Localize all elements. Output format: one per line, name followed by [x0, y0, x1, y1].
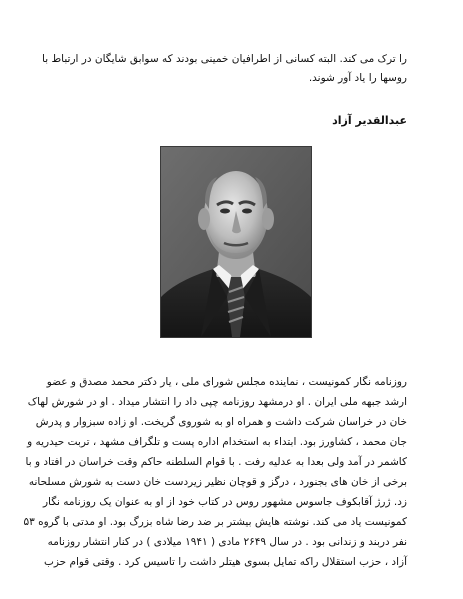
body-line: کمونیست یاد می کند. نوشته هایش بیشتر بر ضد رضا شاه بزرگ بود. او مدتی با گروه ۵۳ — [23, 516, 407, 528]
body-line: زد. ژرژ آقابکوف جاسوس مشهور روس در کتاب خود از او به عنوان یک روزنامه نگار — [42, 496, 407, 508]
intro-line: روسها را یاد آور شوند. — [308, 72, 407, 84]
body-line: نفر دربند و زندانی بود . در سال ۲۶۴۹ مادی ( ۱۹۴۱ میلادی ) در کنار انتشار روزنامه — [47, 536, 407, 548]
body-line: روزنامه نگار کمونیست ، نماینده مجلس شورای ملی ، یار دکتر محمد مصدق و عضو — [46, 376, 407, 388]
body-line: برخی از خان های بجنورد ، درگز و قوچان نظیر زیردست خان دست به شورش مسلحانه — [28, 476, 407, 488]
biography-paragraph — [23, 372, 407, 572]
body-line: آزاد ، حزب استقلال راکه تمایل بسوی هیتلر داشت را تاسیس کرد . وقتی قوام حزب — [43, 556, 407, 568]
body-line: جان محمد ، کشاورز بود. ابتداء به استخدام اداره پست و تلگراف مشهد ، تربت حیدریه و — [27, 436, 407, 448]
body-line: ارشد جبهه ملی ایران . او درمشهد روزنامه چپی داد را انتشار میداد . او در شورش لهاک — [27, 396, 407, 408]
intro-paragraph — [37, 50, 407, 88]
body-line: خان در خراسان شرکت داشت و همراه او به شوروی گریخت. او زاده سبزوار و پدرش — [35, 416, 407, 428]
intro-line: را ترک می کند. البته کسانی از اطرافیان خمینی بودند که سوابق شایگان در ارتباط با — [42, 53, 407, 65]
section-heading: عبدالقدیر آزاد — [332, 114, 407, 127]
body-line: کاشمر در آمد ولی بعدا به عدلیه رفت . با قوام السلطنه حاکم وقت خراسان در افتاد و با — [25, 456, 407, 468]
portrait-photo — [160, 146, 312, 338]
